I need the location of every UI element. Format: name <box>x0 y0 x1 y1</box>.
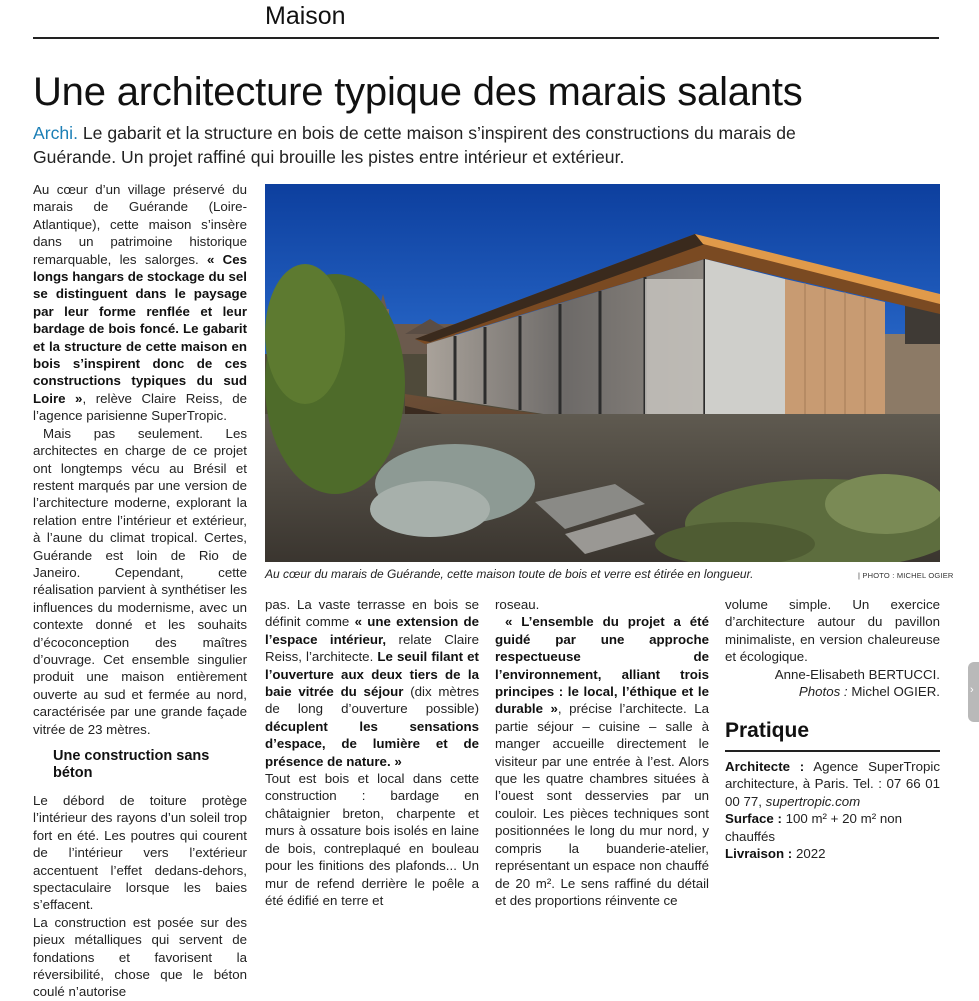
pratique-title: Pratique <box>725 719 810 743</box>
section-label: Maison <box>265 2 346 30</box>
col3-quote: « L’ensemble du projet a été guidé par une approche respectueuse de l’environnement, alliant trois principes : le local, l’éthique et le durable » <box>495 614 709 717</box>
column-3 <box>495 596 709 909</box>
photos-label: Photos : <box>798 684 848 700</box>
col2-text-a: pas. La vaste terrasse en bois se définit comme <box>265 597 479 630</box>
headline: Une architecture typique des marais salants <box>33 70 803 114</box>
section-rule <box>33 37 939 39</box>
surface-value: 100 m² + 20 m² non chauffés <box>725 811 903 844</box>
house-photo <box>265 184 940 562</box>
next-page-tab[interactable] <box>968 662 979 722</box>
standfirst <box>33 121 813 169</box>
livraison-info <box>725 845 940 862</box>
col1-p1-attribution: , relève Claire Reiss, de l’agence parisienne SuperTropic. <box>33 390 247 424</box>
col1-paragraph-4: La construction est posée sur des pieux métalliques qui servent de fondations et favorisent la réversibilité, chose que le béton coulé n’autorise <box>33 914 247 1000</box>
col3-paragraph-2 <box>495 613 709 909</box>
surface-info <box>725 810 940 845</box>
architecte-info <box>725 758 940 810</box>
livraison-label: Livraison : <box>725 845 793 861</box>
col1-paragraph-2: Mais pas seulement. Les architectes en charge de ce projet ont longtemps vécu au Brésil et restent marqués par une version de l’architecture moderne, explorant la relation entre l’intérieur et extérieur, à l’aune du climat tropical. Certes, Guérande est loin de Rio de Janeiro. Cependant, cette réalisation parvient à synthétiser les influences du modernisme, avec un contexte donné et les souhaits d’écoconception des maîtres d’ouvrage. Cet ensemble singulier produit une maison entièrement ouverte au sud et fermée au nord, caractérisée par une grande façade vitrée de 23 mètres. <box>33 425 247 737</box>
standfirst-tag: Archi. <box>33 123 78 143</box>
surface-label: Surface : <box>725 811 782 827</box>
column-1 <box>33 181 247 1001</box>
col1-paragraph-1 <box>33 181 247 425</box>
col2-text-c: relate Claire Reiss, l’architecte. <box>265 631 479 665</box>
col2-paragraph-2: Tout est bois et local dans cette construction : bardage en châtaignier breton, charpente et murs à ossature bois isolés en laine de bois, contreplaqué en bouleau pour les finitions des plafonds... Un mur de refend derrière le poêle a été édifié en terre et <box>265 771 479 908</box>
col2-quote-f: décuplent les sensations d’espace, de lumière et de présence de nature. » <box>265 718 479 769</box>
website-link[interactable]: supertropic.com <box>765 793 861 809</box>
col2-text-e: (dix mètres de long d’ouverture possible) <box>265 684 479 717</box>
livraison-value: 2022 <box>792 845 826 861</box>
col2-paragraph-1 <box>265 596 479 770</box>
photo-caption: Au cœur du marais de Guérande, cette maison toute de bois et verre est étirée en longueur. <box>265 567 754 581</box>
col4-paragraph-1: volume simple. Un exercice d’architecture autour du pavillon minimaliste, en version chaleureuse et écologique. <box>725 597 940 665</box>
col2-quote-b: « une extension de l’espace intérieur, <box>265 614 479 647</box>
col3-text: , précise l’architecte. La partie séjour – cuisine – salle à manger accueille directement le visiteur par une entrée à l’est. Alors que les quatre chambres situées à l’ouest sont desservies par un couloir. Les pièces techniques sont positionnées le long du mur nord, y compris la buanderie-atelier, représentant un espace non chauffé de 20 m². Le sens raffiné du détail et des proportions réinvente ce <box>495 701 709 908</box>
col1-p1-quote: « Ces longs hangars de stockage du sel se distinguent dans le paysage par leur forme renflée et leur bardage de bois foncé. Le gabarit et la structure de cette maison en bois s’inspirent donc de ces constructions typiques du sud Loire » <box>33 251 247 406</box>
column-4 <box>725 596 940 862</box>
photo-credit: | PHOTO : MICHEL OGIER <box>858 571 954 580</box>
photos-name: Michel OGIER. <box>847 684 940 700</box>
architecte-value: Agence SuperTropic architecture, à Paris. Tel. : 07 66 01 00 77, <box>725 758 941 809</box>
author-signature: Anne-Elisabeth BERTUCCI. <box>774 666 940 682</box>
chevron-right-icon: › <box>970 684 974 696</box>
column-2 <box>265 596 479 909</box>
col1-p1-text: Au cœur d’un village préservé du marais de Guérande (Loire-Atlantique), cette maison s’insère dans un patrimoine historique remarquable, les salorges. <box>33 182 247 267</box>
photo-credit-line <box>725 683 940 700</box>
subheading: Une construction sans béton <box>53 748 210 781</box>
standfirst-text: Le gabarit et la structure en bois de cette maison s’inspirent des constructions du marais de Guérande. Un projet raffiné qui brouille les pistes entre intérieur et extérieur. <box>33 123 796 167</box>
col2-quote-d: Le seuil filant et l’ouverture aux deux tiers de la baie vitrée du séjour <box>265 649 479 700</box>
pratique-rule <box>725 750 940 752</box>
col3-paragraph-1: roseau. <box>495 597 540 612</box>
col1-paragraph-3: Le débord de toiture protège l’intérieur des rayons d’un soleil trop fort en été. Les poutres qui courent de l’intérieur vers l’extérieur accentuent l’effet dedans-dehors, spectaculaire lorsque les baies s’effacent. <box>33 793 247 913</box>
architecte-label: Architecte : <box>725 758 805 774</box>
